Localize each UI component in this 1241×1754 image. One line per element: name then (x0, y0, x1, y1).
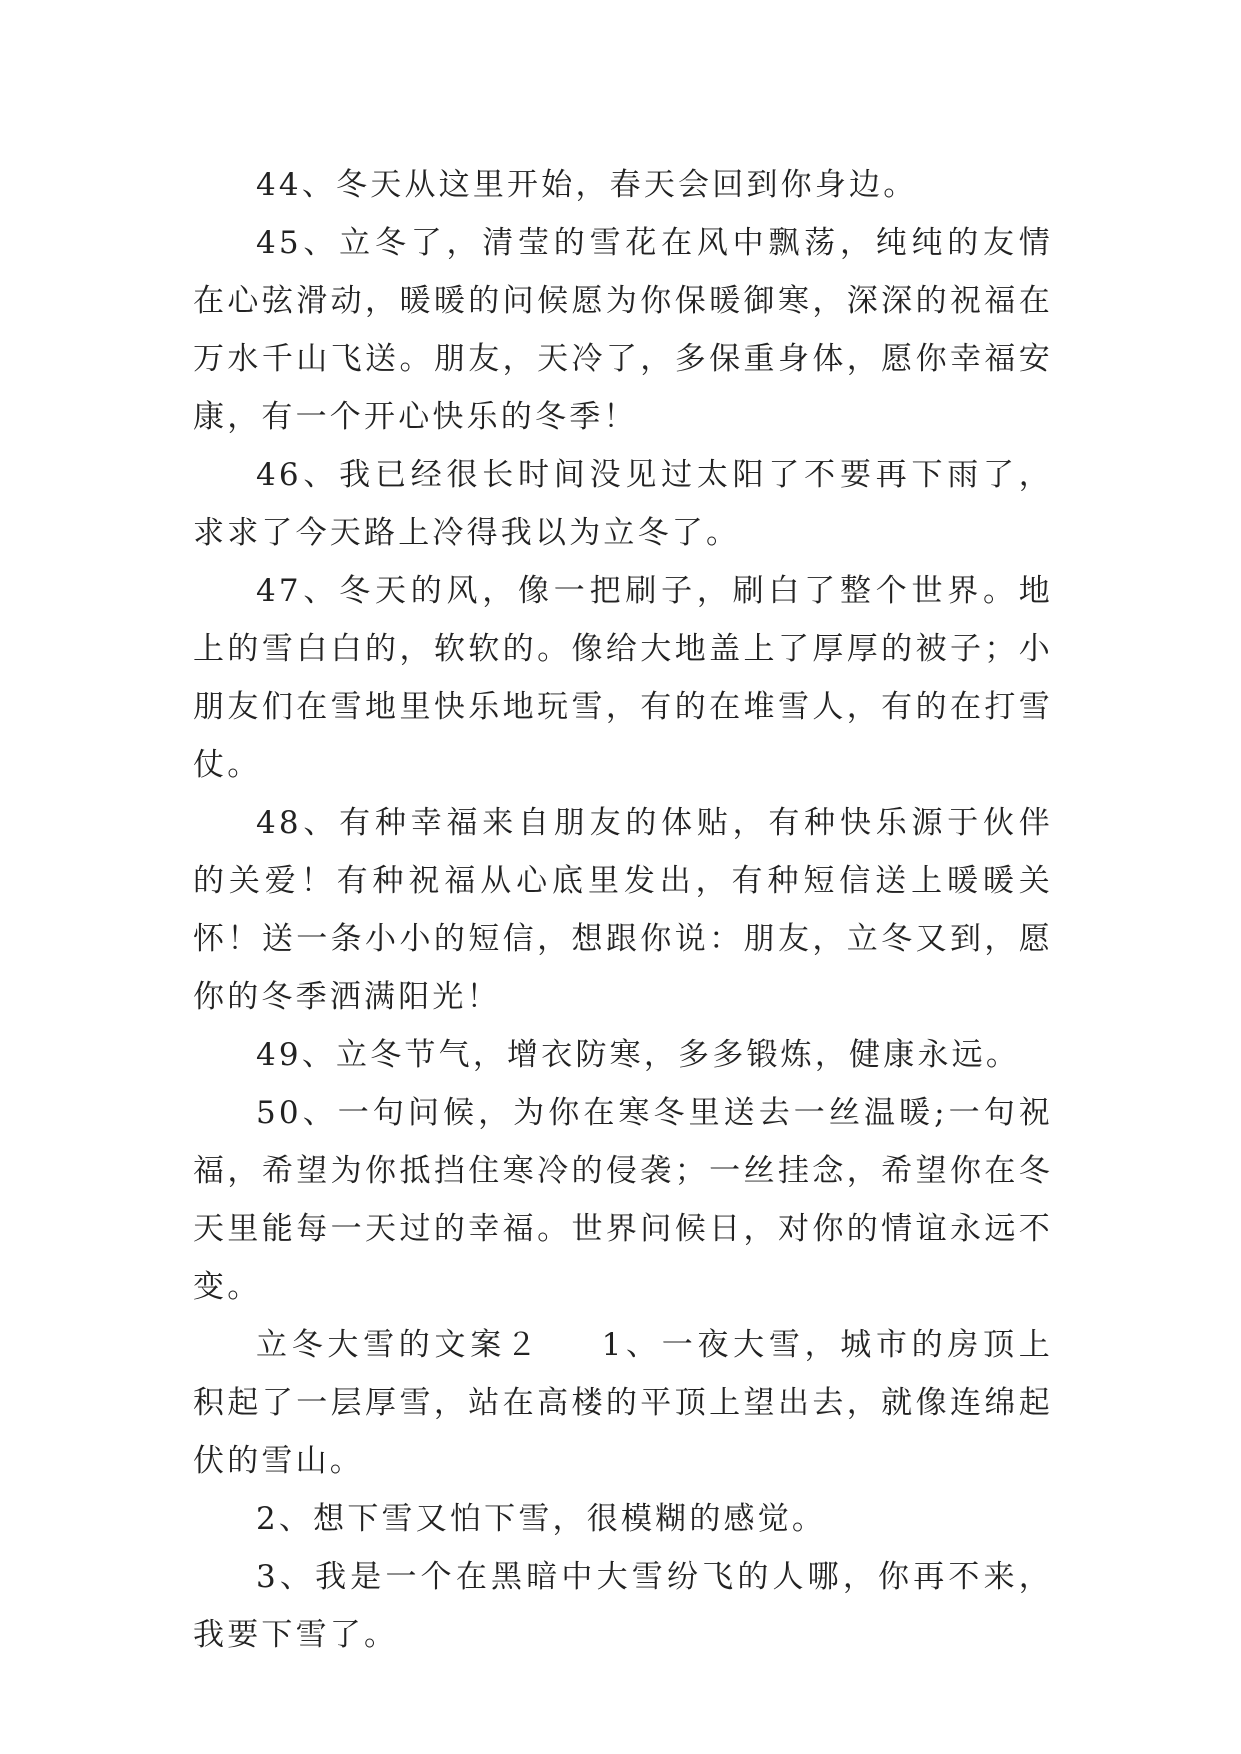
section-item-3: 3、我是一个在黑暗中大雪纷飞的人哪，你再不来，我要下雪了。 (193, 1559, 1053, 1653)
paragraph-46: 46、我已经很长时间没见过太阳了不要再下雨了，求求了今天路上冷得我以为立冬了。 (193, 457, 1053, 551)
section-item-2: 2、想下雪又怕下雪，很模糊的感觉。 (256, 1501, 827, 1537)
paragraph-44: 44、冬天从这里开始，春天会回到你身边。 (256, 167, 918, 203)
paragraph-48: 48、有种幸福来自朋友的体贴，有种快乐源于伙伴的关爱！有种祝福从心底里发出，有种短信送上暖暖关怀！送一条小小的短信，想跟你说：朋友，立冬又到，愿你的冬季洒满阳光！ (193, 805, 1053, 1015)
paragraph-45: 45、立冬了，清莹的雪花在风中飘荡，纯纯的友情在心弦滑动，暖暖的问候愿为你保暖御寒，深深的祝福在万水千山飞送。朋友，天冷了，多保重身体，愿你幸福安康，有一个开心快乐的冬季！ (193, 225, 1053, 435)
paragraph-47: 47、冬天的风，像一把刷子，刷白了整个世界。地上的雪白白的，软软的。像给大地盖上了厚厚的被子；小朋友们在雪地里快乐地玩雪，有的在堆雪人，有的在打雪仗。 (193, 573, 1053, 783)
document-body (193, 156, 1053, 1664)
paragraph-49: 49、立冬节气，增衣防寒，多多锻炼，健康永远。 (256, 1037, 1021, 1073)
section-paragraph (193, 1316, 1053, 1490)
paragraph-50: 50、一句问候，为你在寒冬里送去一丝温暖;一句祝福，希望为你抵挡住寒冷的侵袭；一丝挂念，希望你在冬天里能每一天过的幸福。世界问候日，对你的情谊永远不变。 (193, 1095, 1053, 1305)
section-item-1: 1、一夜大雪，城市的房顶上积起了一层厚雪，站在高楼的平顶上望出去，就像连绵起伏的雪山。 (193, 1327, 1053, 1479)
section-heading: 立冬大雪的文案２ (256, 1327, 542, 1363)
